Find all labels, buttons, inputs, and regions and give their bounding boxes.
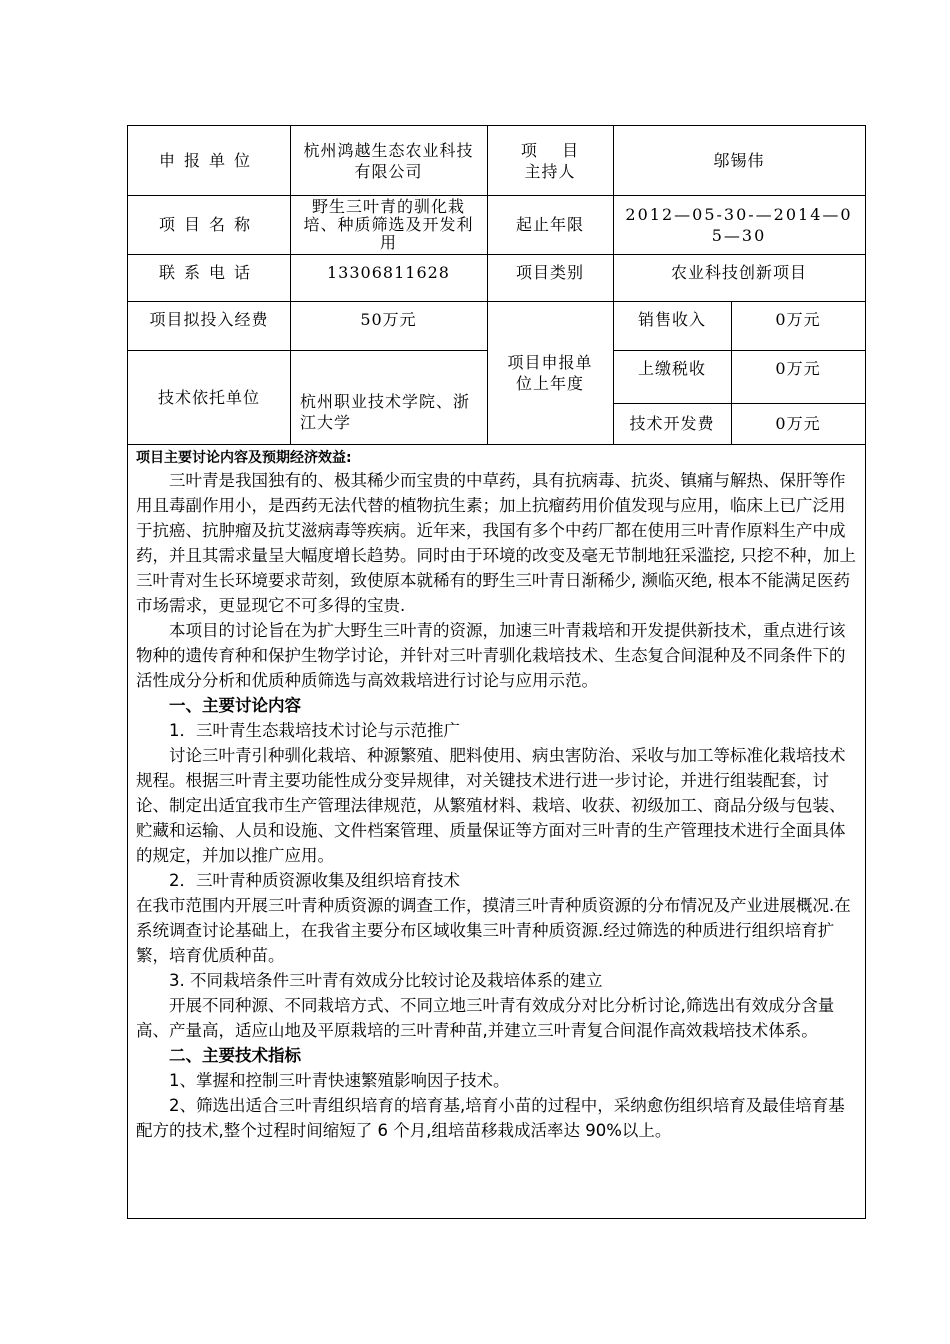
project-name-label: 项目名称 [158,215,259,234]
application-form [127,125,866,1219]
phone-value: 13306811628 [327,263,450,282]
paragraph-comparison: 开展不同种源、不同栽培方式、不同立地三叶青有效成分对比分析讨论,筛选出有效成分含量高、产量高，适应山地及平原栽培的三叶青种苗,并建立三叶青复合间混作高效栽培技术体系。 [136,996,835,1040]
tax-label: 上缴税收 [637,359,706,378]
paragraph-background: 三叶青是我国独有的、极其稀少而宝贵的中草药，具有抗病毒、抗炎、镇痛与解热、保肝等作用且毒副作用小，是西药无法代替的植物抗生素；加上抗瘤药用价值发现与应用，临床上已广泛用于抗癌、抗肿瘤及抗艾滋病毒等疾病。近年来，我国有多个中药厂都在使用三叶青作原料生产中成药，并且其需求量呈大幅度增长趋势。同时由于环境的改变及毫无节制地狂采滥挖, 只挖不种，加上三叶青对生长环境要求苛刻，致使原本就稀有的野生三叶青日渐稀少, 濒临灭绝, 根本不能满足医药市场需求，更显现它不可多得的宝贵. [136,471,856,615]
tax-value: 0万元 [775,359,821,378]
category-value: 农业科技创新项目 [670,263,807,282]
period-value: 2012—05-30-—2014—05—30 [625,204,853,245]
unit-label: 申报单位 [158,151,259,170]
sales-value: 0万元 [775,310,821,329]
section-heading-research: 一、主要讨论内容 [169,696,301,715]
paragraph-germplasm: 在我市范围内开展三叶青种质资源的调查工作，摸清三叶青种质资源的分布情况及产业进展概况.在系统调查讨论基础上，在我省主要分布区域收集三叶青种质资源.经过筛选的种质进行组织培育扩繁，培育优质种苗。 [136,896,851,965]
paragraph-cultivation: 讨论三叶青引种驯化栽培、种源繁殖、肥料使用、病虫害防治、采收与加工等标准化栽培技术规程。根据三叶青主要功能性成分变异规律，对关键技术进行进一步讨论，并进行组装配套，讨论、制定出适宜我市生产管理法律规范，从繁殖材料、栽培、收获、初级加工、商品分级与包装、贮藏和运输、人员和设施、文件档案管理、质量保证等方面对三叶青的生产管理技术进行全面具体的规定，并加以推广应用。 [136,746,846,865]
subsection-heading: 1．三叶青生态栽培技术讨论与示范推广 [169,721,460,740]
prev-year-label: 项目申报单位上年度 [507,352,593,393]
period-label: 起止年限 [515,215,584,234]
sales-label: 销售收入 [637,310,706,329]
rd-label: 技术开发费 [629,414,715,433]
indicator-item: 1、掌握和控制三叶青快速繁殖影响因子技术。 [169,1071,510,1090]
leader-value: 邬锡伟 [713,151,765,170]
unit-value: 杭州鸿越生态农业科技有限公司 [303,140,474,181]
support-label: 技术依托单位 [157,387,260,407]
indicator-item: 2、筛选出适合三叶青组织培育的培育基,培育小苗的过程中，采纳愈伤组织培育及最佳培育基配方的技术,整个过程时间缩短了 6 个月,组培苗移栽成活率达 90%以上。 [136,1096,845,1140]
category-label: 项目类别 [515,263,584,282]
phone-label: 联系电话 [158,263,259,282]
funding-label: 项目拟投入经费 [149,310,269,329]
rd-value: 0万元 [775,414,821,433]
support-value: 杭州职业技术学院、浙江大学 [300,392,471,432]
leader-label-line2: 主持人 [524,161,576,181]
paragraph-purpose: 本项目的讨论旨在为扩大野生三叶青的资源，加速三叶青栽培和开发提供新技术，重点进行该物种的遗传育种和保护生物学讨论，并针对三叶青驯化栽培技术、生态复合间混种及不同条件下的活性成分分析和优质种质筛选与高效栽培进行讨论与应用示范。 [136,621,846,690]
project-description [128,444,865,1143]
project-name-value: 野生三叶青的驯化栽培、种质筛选及开发利用 [303,196,474,252]
leader-label-line1: 项 目 [520,140,580,160]
leader-label [487,126,613,195]
subsection-heading: 2．三叶青种质资源收集及组织培育技术 [169,871,460,890]
description-heading: 项目主要讨论内容及预期经济效益: [136,450,352,466]
section-heading-indicators: 二、主要技术指标 [169,1046,301,1065]
subsection-heading: 3. 不同栽培条件三叶青有效成分比较讨论及栽培体系的建立 [169,971,603,990]
funding-value: 50万元 [360,310,417,329]
